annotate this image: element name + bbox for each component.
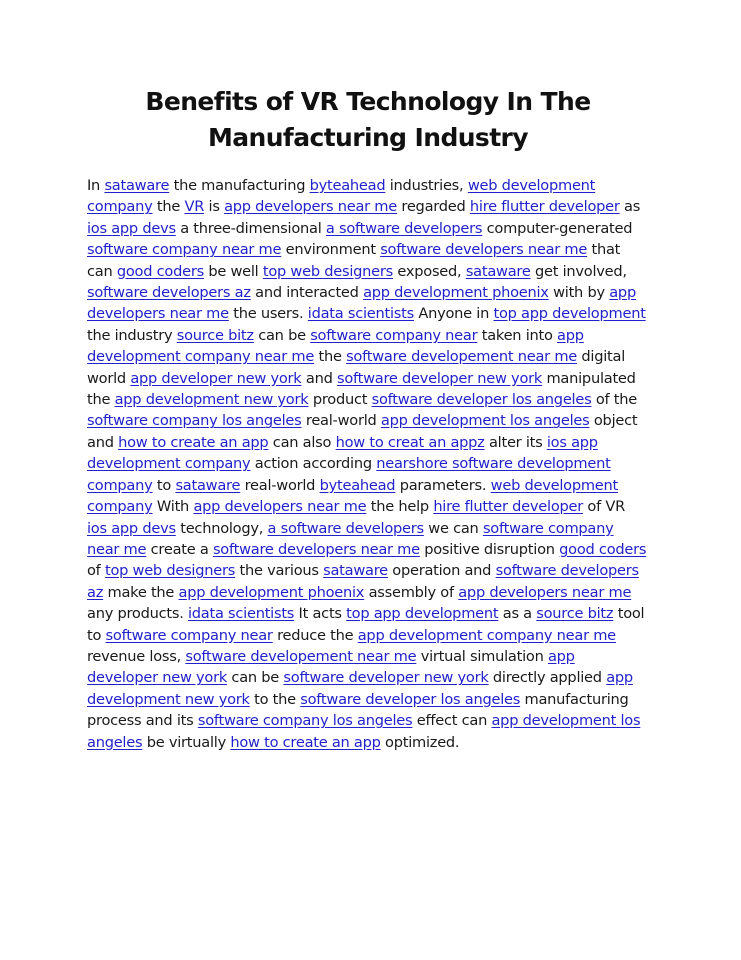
inline-link[interactable]: software developer los angeles bbox=[371, 391, 592, 409]
body-text-run: of bbox=[87, 562, 105, 580]
body-text-run: real-world bbox=[240, 476, 320, 494]
inline-link[interactable]: top web designers bbox=[262, 262, 393, 280]
inline-link[interactable]: software developers near me bbox=[212, 540, 420, 558]
inline-link[interactable]: good coders bbox=[559, 540, 647, 558]
body-text-run: virtual simulation bbox=[416, 647, 548, 665]
body-text-run: the users. bbox=[228, 305, 308, 323]
body-text-run: In bbox=[87, 177, 105, 194]
inline-link[interactable]: sataware bbox=[323, 562, 388, 580]
body-text-run: real-world bbox=[301, 412, 381, 430]
body-text-run: parameters. bbox=[395, 476, 491, 494]
inline-link[interactable]: app developers near me bbox=[87, 284, 636, 323]
body-text-run: of VR bbox=[583, 498, 625, 516]
body-text-run: exposed, bbox=[393, 262, 466, 280]
body-text-run: revenue loss, bbox=[87, 647, 186, 665]
body-text-run: get involved, bbox=[530, 262, 627, 280]
inline-link[interactable]: sataware bbox=[104, 177, 170, 194]
document-body-paragraph bbox=[87, 175, 647, 753]
inline-link[interactable]: software company near bbox=[105, 626, 273, 644]
body-text-run: the bbox=[152, 198, 185, 216]
body-text-run: can also bbox=[268, 433, 336, 451]
inline-link[interactable]: software company los angeles bbox=[197, 712, 413, 730]
inline-link[interactable]: top web designers bbox=[104, 562, 236, 580]
body-text-run: positive disruption bbox=[419, 540, 560, 558]
body-text-run: can be bbox=[227, 669, 284, 687]
inline-link[interactable]: software company near me bbox=[87, 241, 282, 259]
body-text-run: manipulated the bbox=[87, 369, 636, 409]
body-text-run: be well bbox=[203, 262, 263, 280]
body-text-run: industries, bbox=[385, 177, 468, 194]
body-text-run: operation and bbox=[387, 562, 496, 580]
inline-link[interactable]: app developers near me bbox=[193, 498, 367, 516]
inline-link[interactable]: source bitz bbox=[536, 605, 614, 623]
inline-link[interactable]: app developers near me bbox=[224, 198, 398, 216]
body-text-run: of the bbox=[591, 391, 637, 409]
body-text-run: create a bbox=[146, 540, 213, 558]
body-text-run: and interacted bbox=[250, 284, 364, 302]
body-text-run: that can bbox=[87, 241, 621, 280]
body-text-run: to the bbox=[249, 690, 301, 708]
body-text-run: tool to bbox=[87, 605, 645, 644]
body-text-run: environment bbox=[281, 241, 381, 259]
inline-link[interactable]: nearshore software development company bbox=[87, 455, 611, 494]
inline-link[interactable]: app development los angeles bbox=[380, 412, 590, 430]
inline-link[interactable]: app development company near me bbox=[87, 326, 584, 366]
inline-link[interactable]: app development company near me bbox=[357, 626, 616, 644]
inline-link[interactable]: byteahead bbox=[309, 177, 386, 194]
body-text-run: the manufacturing bbox=[169, 177, 310, 194]
body-text-run: the help bbox=[366, 498, 434, 516]
body-text-run: is bbox=[204, 198, 225, 216]
body-text-run: the industry bbox=[87, 326, 177, 344]
inline-link[interactable]: sataware bbox=[175, 476, 241, 494]
inline-link[interactable]: app developers near me bbox=[458, 583, 632, 601]
inline-link[interactable]: app developer new york bbox=[130, 369, 302, 387]
body-text-run: any products. bbox=[87, 605, 188, 623]
inline-link[interactable]: a software developers bbox=[267, 519, 424, 537]
inline-link[interactable]: how to create an app bbox=[118, 433, 269, 451]
body-text-run: assembly of bbox=[364, 583, 459, 601]
body-text-run: we can bbox=[423, 519, 483, 537]
inline-link[interactable]: software developement near me bbox=[346, 348, 578, 366]
body-text-run: can be bbox=[253, 326, 311, 344]
inline-link[interactable]: VR bbox=[184, 198, 205, 216]
body-text-run: It acts bbox=[294, 605, 347, 623]
inline-link[interactable]: idata scientists bbox=[187, 605, 295, 623]
inline-link[interactable]: software developer los angeles bbox=[300, 690, 521, 708]
body-text-run: object and bbox=[87, 412, 638, 451]
inline-link[interactable]: app development new york bbox=[87, 669, 633, 708]
inline-link[interactable]: web development company bbox=[87, 177, 596, 216]
inline-link[interactable]: app development phoenix bbox=[178, 583, 365, 601]
inline-link[interactable]: app development new york bbox=[114, 391, 309, 409]
body-text-run: the bbox=[314, 348, 347, 366]
body-text-run: be virtually bbox=[142, 733, 231, 751]
document-title: Benefits of VR Technology In The Manufacturing Industry bbox=[145, 87, 591, 152]
inline-link[interactable]: ios app devs bbox=[87, 219, 176, 237]
body-text-run: digital world bbox=[87, 348, 626, 387]
inline-link[interactable]: byteahead bbox=[319, 476, 396, 494]
body-text-run: optimized. bbox=[380, 733, 460, 751]
body-text-run: with by bbox=[548, 284, 610, 302]
body-text-run: computer-generated bbox=[482, 219, 633, 237]
body-text-run: Anyone in bbox=[413, 305, 494, 323]
inline-link[interactable]: hire flutter developer bbox=[469, 198, 620, 216]
body-text-run: taken into bbox=[477, 326, 558, 344]
body-text-run: make the bbox=[103, 583, 179, 601]
inline-link[interactable]: app developer new york bbox=[87, 647, 575, 687]
body-text-run: manufacturing process and its bbox=[87, 690, 629, 730]
inline-link[interactable]: how to creat an appz bbox=[335, 433, 485, 451]
inline-link[interactable]: software developer new york bbox=[283, 669, 489, 687]
body-text-run: With bbox=[152, 498, 194, 516]
inline-link[interactable]: ios app devs bbox=[87, 519, 176, 537]
body-text-run: action according bbox=[250, 455, 377, 473]
inline-link[interactable]: web development company bbox=[87, 476, 618, 516]
inline-link[interactable]: software developers az bbox=[87, 562, 639, 601]
body-text-run: and bbox=[301, 369, 337, 387]
inline-link[interactable]: good coders bbox=[116, 262, 204, 280]
body-text-run: alter its bbox=[484, 433, 547, 451]
body-text-run: the various bbox=[235, 562, 324, 580]
inline-link[interactable]: source bitz bbox=[176, 326, 254, 344]
body-text-run: directly applied bbox=[488, 669, 607, 687]
inline-link[interactable]: app development los angeles bbox=[87, 712, 641, 751]
inline-link[interactable]: software developers az bbox=[87, 284, 251, 302]
body-text-run: product bbox=[308, 391, 372, 409]
inline-link[interactable]: sataware bbox=[465, 262, 531, 280]
inline-link[interactable]: software developer new york bbox=[336, 369, 543, 387]
inline-link[interactable]: software company near me bbox=[87, 519, 614, 558]
inline-link[interactable]: software developers near me bbox=[380, 241, 588, 259]
inline-link[interactable]: how to create an app bbox=[230, 733, 381, 751]
inline-link[interactable]: top app development bbox=[493, 305, 646, 323]
body-text-run: as bbox=[619, 198, 641, 216]
body-text-run: as a bbox=[498, 605, 537, 623]
body-text-run: to bbox=[152, 476, 176, 494]
body-text-run: effect can bbox=[412, 712, 492, 730]
inline-link[interactable]: a software developers bbox=[325, 219, 483, 237]
inline-link[interactable]: ios app development company bbox=[87, 433, 598, 473]
inline-link[interactable]: hire flutter developer bbox=[433, 498, 583, 516]
inline-link[interactable]: software company los angeles bbox=[87, 412, 302, 430]
body-text-run: a three-dimensional bbox=[175, 219, 326, 237]
body-text-run: technology, bbox=[175, 519, 268, 537]
inline-link[interactable]: app development phoenix bbox=[363, 284, 549, 302]
inline-link[interactable]: software developement near me bbox=[185, 647, 417, 665]
body-text-run: reduce the bbox=[272, 626, 358, 644]
inline-link[interactable]: software company near bbox=[310, 326, 478, 344]
inline-link[interactable]: top app development bbox=[346, 605, 499, 623]
body-text-run: regarded bbox=[397, 198, 470, 216]
inline-link[interactable]: idata scientists bbox=[307, 305, 414, 323]
